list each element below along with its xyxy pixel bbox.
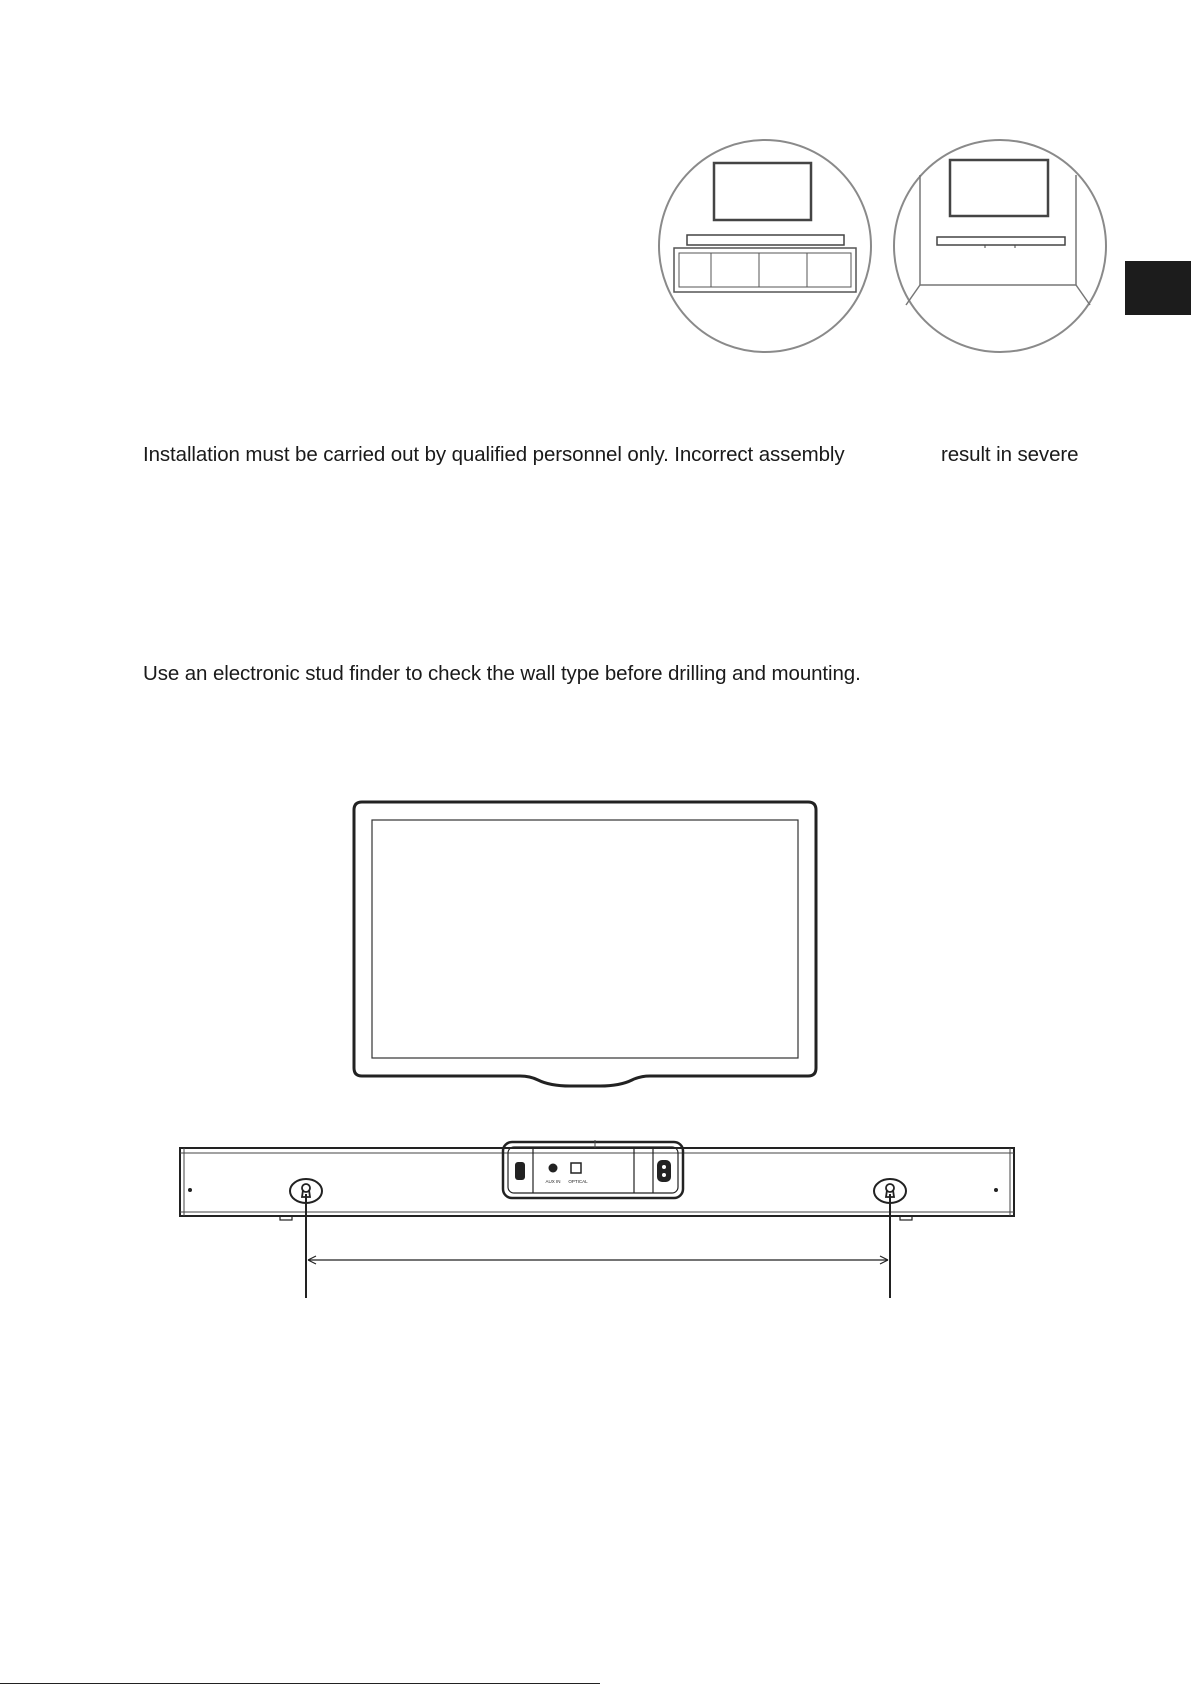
screw-dot-left [188,1188,192,1192]
screw-dot-right [994,1188,998,1192]
aux-port-icon [549,1164,558,1173]
port-panel [503,1142,683,1198]
stud-finder-note: Use an electronic stud finder to check the wall type before drilling and mounting. [143,662,861,685]
aux-port-label: AUX IN [545,1179,561,1184]
tv-front-illustration [350,800,820,1092]
soundbar-rear-illustration [178,1140,1018,1300]
tv-icon [714,163,811,220]
cabinet-icon [674,248,856,292]
installation-warning-text [143,442,845,468]
tv-screen [372,820,798,1058]
installation-warning-part1: Installation must be carried out by qualified personnel only. Incorrect assembly [143,443,845,466]
installation-warning-part2: result in severe [941,443,1079,466]
optical-port-icon [571,1163,581,1173]
optical-port-label: OPTICAL [568,1179,588,1184]
tv-icon [950,160,1048,216]
soundbar-icon [937,237,1065,245]
footer-rule [0,1683,600,1684]
power-port-icon [657,1160,671,1182]
placement-cabinet-illustration [655,137,875,355]
section-tab [1125,261,1191,315]
installation-warning-text-end [941,442,1078,468]
placement-wall-illustration [890,137,1110,355]
hdmi-port-icon [515,1162,525,1180]
soundbar-icon [687,235,844,245]
